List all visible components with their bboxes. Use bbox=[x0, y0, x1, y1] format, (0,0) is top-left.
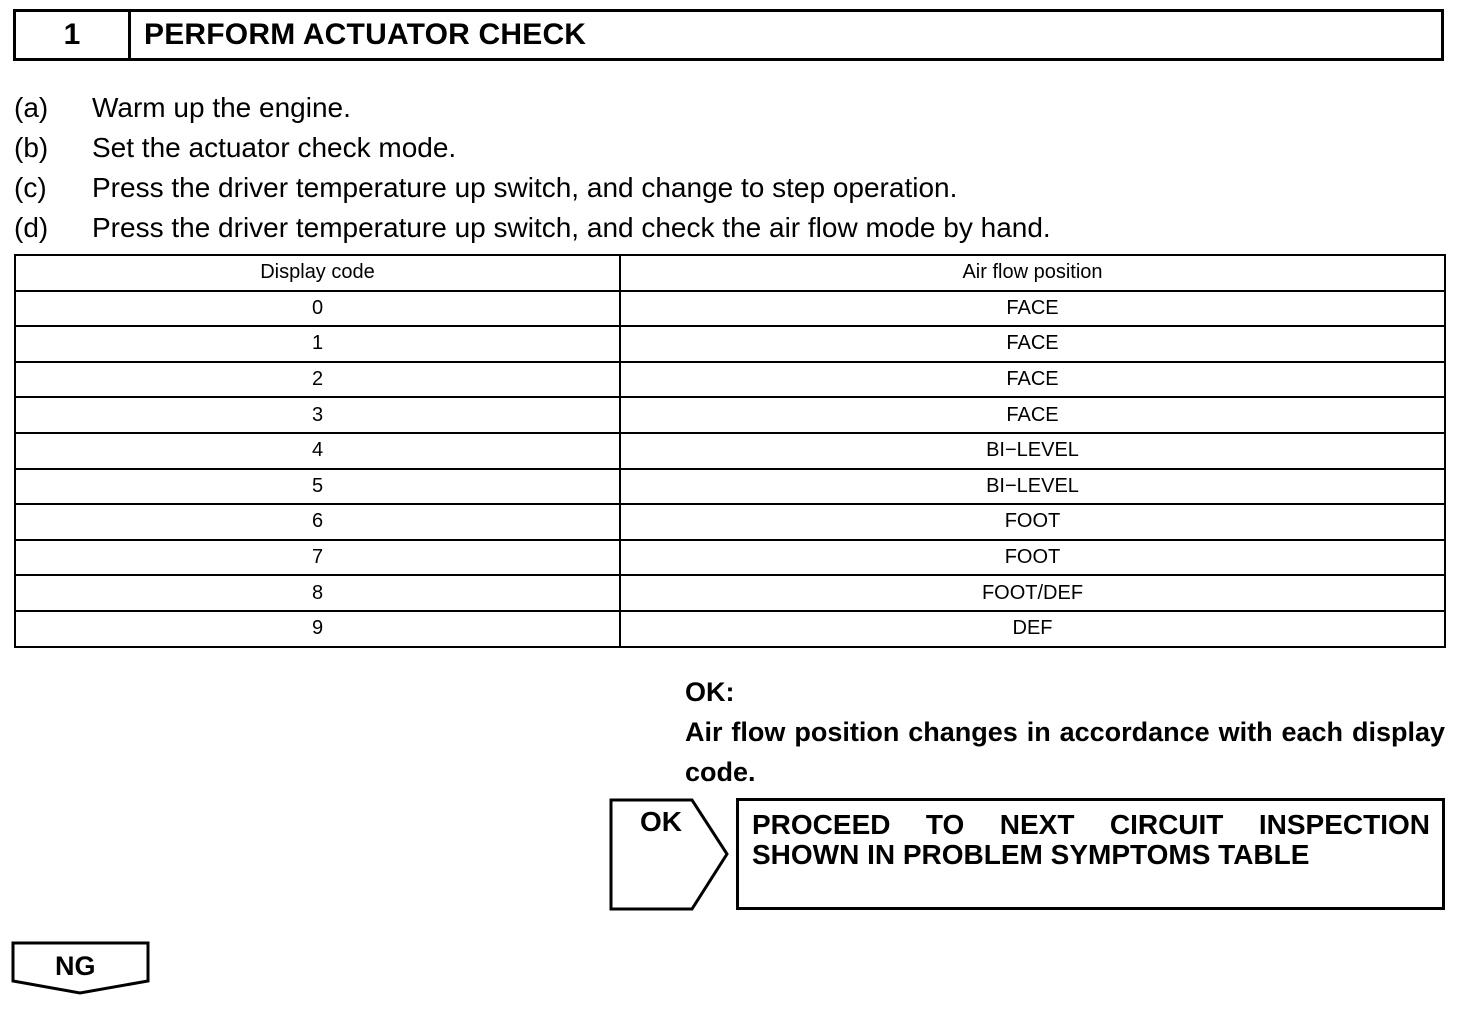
step-header bbox=[13, 9, 1444, 61]
table-row bbox=[15, 362, 1445, 398]
instruction-item bbox=[14, 208, 1444, 248]
display-code-cell: 4 bbox=[15, 433, 620, 469]
table-row bbox=[15, 469, 1445, 505]
instruction-text: Press the driver temperature up switch, and change to step operation. bbox=[92, 172, 958, 203]
air-flow-cell: FACE bbox=[620, 291, 1445, 327]
display-code-table bbox=[14, 254, 1446, 648]
air-flow-cell: FACE bbox=[620, 326, 1445, 362]
instruction-text: Warm up the engine. bbox=[92, 92, 351, 123]
column-header-display-code: Display code bbox=[15, 255, 620, 291]
table-row bbox=[15, 291, 1445, 327]
display-code-cell: 0 bbox=[15, 291, 620, 327]
table-header-row bbox=[15, 255, 1445, 291]
instruction-item bbox=[14, 168, 1444, 208]
column-header-air-flow-position: Air flow position bbox=[620, 255, 1445, 291]
table-row bbox=[15, 611, 1445, 647]
air-flow-cell: BI−LEVEL bbox=[620, 469, 1445, 505]
ok-result-line-1: PROCEED TO NEXT CIRCUIT INSPECTION bbox=[752, 809, 1430, 840]
instruction-item bbox=[14, 128, 1444, 168]
ok-criteria-description: Air flow position changes in accordance with each display code. bbox=[685, 717, 1445, 787]
display-code-cell: 9 bbox=[15, 611, 620, 647]
display-code-cell: 3 bbox=[15, 397, 620, 433]
instruction-label: (a) bbox=[14, 92, 49, 123]
table-row bbox=[15, 433, 1445, 469]
air-flow-cell: FACE bbox=[620, 397, 1445, 433]
table-row bbox=[15, 575, 1445, 611]
ok-result-box bbox=[736, 798, 1445, 910]
display-code-cell: 8 bbox=[15, 575, 620, 611]
instruction-label: (d) bbox=[14, 212, 49, 243]
air-flow-cell: FOOT bbox=[620, 540, 1445, 576]
table-row bbox=[15, 540, 1445, 576]
instruction-list bbox=[14, 88, 1444, 248]
ok-branch-label: OK bbox=[640, 806, 682, 837]
step-title: PERFORM ACTUATOR CHECK bbox=[144, 18, 587, 51]
air-flow-cell: FOOT bbox=[620, 504, 1445, 540]
table-row bbox=[15, 326, 1445, 362]
instruction-text: Press the driver temperature up switch, and check the air flow mode by hand. bbox=[92, 212, 1051, 243]
display-code-cell: 1 bbox=[15, 326, 620, 362]
instruction-label: (b) bbox=[14, 132, 49, 163]
display-code-cell: 2 bbox=[15, 362, 620, 398]
table-row bbox=[15, 397, 1445, 433]
display-code-cell: 6 bbox=[15, 504, 620, 540]
ok-result-line-2: SHOWN IN PROBLEM SYMPTOMS TABLE bbox=[752, 839, 1310, 870]
air-flow-cell: FACE bbox=[620, 362, 1445, 398]
instruction-label: (c) bbox=[14, 172, 47, 203]
display-code-cell: 7 bbox=[15, 540, 620, 576]
instruction-item bbox=[14, 88, 1444, 128]
ok-criteria-label: OK: bbox=[685, 677, 735, 707]
step-number: 1 bbox=[16, 12, 131, 58]
table-row bbox=[15, 504, 1445, 540]
ok-criteria bbox=[685, 672, 1445, 792]
instruction-text: Set the actuator check mode. bbox=[92, 132, 457, 163]
air-flow-cell: DEF bbox=[620, 611, 1445, 647]
air-flow-cell: BI−LEVEL bbox=[620, 433, 1445, 469]
ng-branch-label: NG bbox=[55, 951, 96, 981]
display-code-cell: 5 bbox=[15, 469, 620, 505]
air-flow-cell: FOOT/DEF bbox=[620, 575, 1445, 611]
